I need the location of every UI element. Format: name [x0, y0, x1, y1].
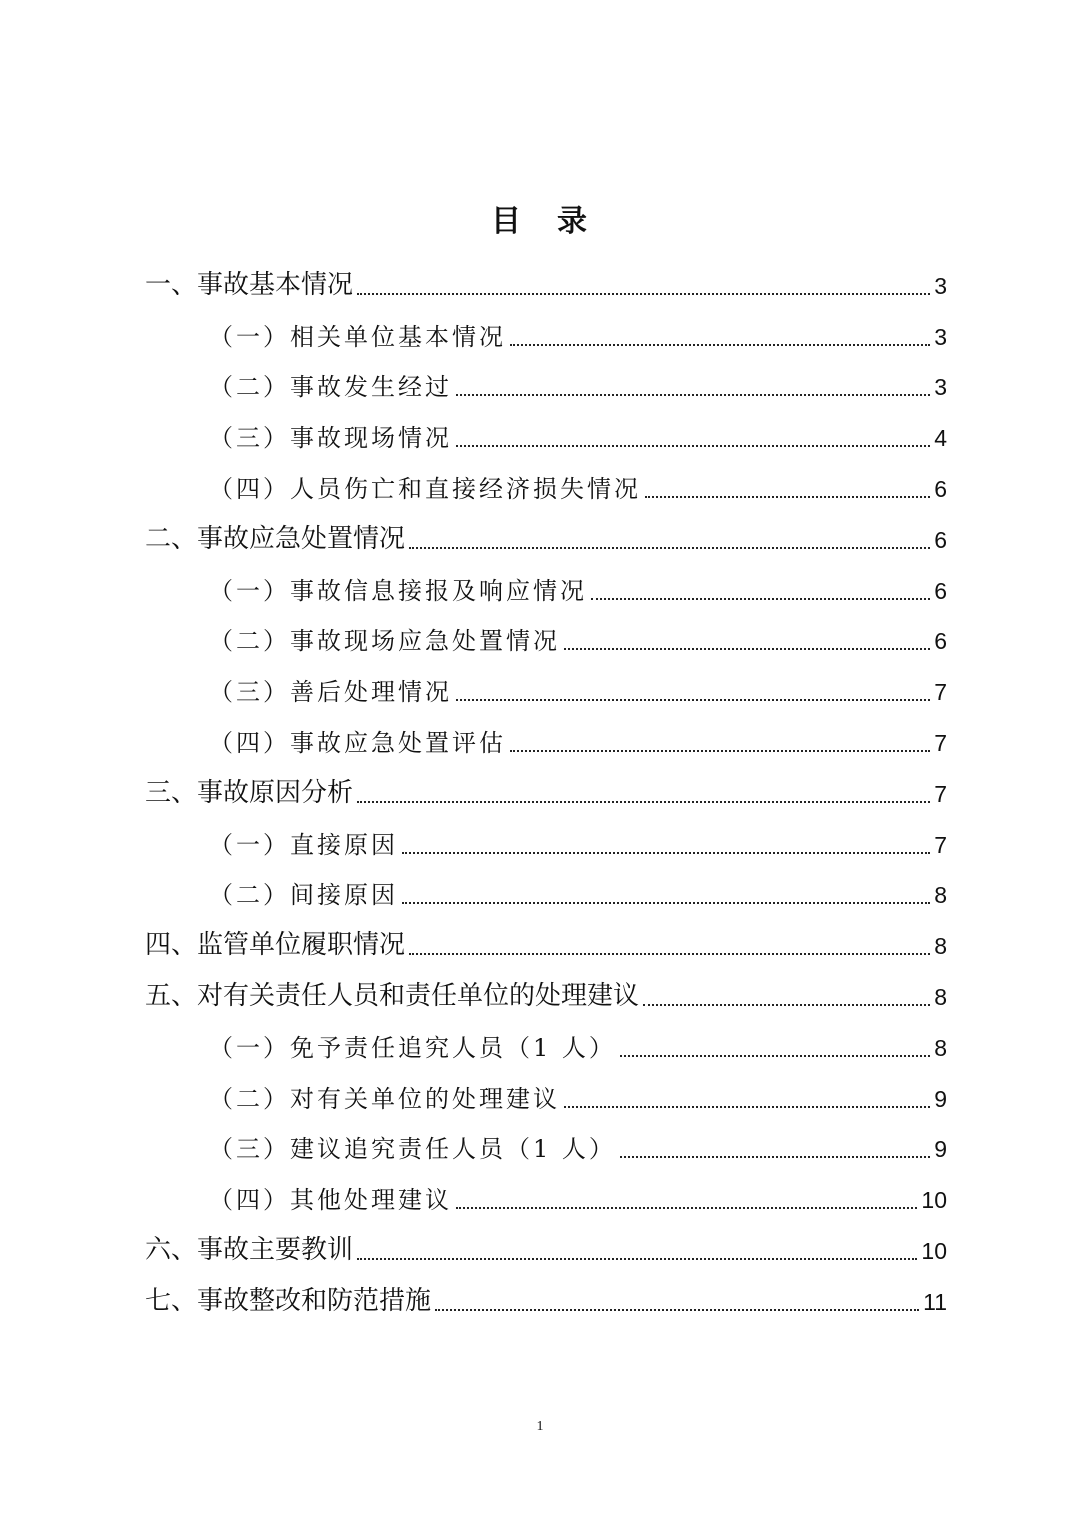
- toc-entry-page-number: 3: [934, 323, 947, 350]
- page-number: 1: [536, 1419, 544, 1434]
- toc-dot-leader: [456, 1207, 917, 1209]
- toc-entry-page-number: 4: [934, 425, 947, 452]
- toc-dot-leader: [564, 648, 930, 650]
- toc-dot-leader: [456, 699, 930, 701]
- toc-entry-page-number: 8: [934, 1034, 947, 1061]
- toc-dot-leader: [409, 953, 930, 955]
- toc-entry-title: （二）事故发生经过: [209, 373, 452, 402]
- toc-entry-section[interactable]: [145, 712, 947, 763]
- toc-entry-page-number: 6: [934, 577, 947, 604]
- toc-entry-section[interactable]: [145, 1169, 947, 1220]
- toc-dot-leader: [643, 1004, 930, 1006]
- toc-heading: [0, 196, 1080, 240]
- toc-entry-section[interactable]: [145, 814, 947, 865]
- toc-entry-title: （一）相关单位基本情况: [209, 322, 506, 351]
- toc-dot-leader: [510, 344, 930, 346]
- toc-entry-chapter[interactable]: [145, 915, 947, 966]
- toc-entry-section[interactable]: [145, 1068, 947, 1119]
- toc-entry-title: 七、事故整改和防范措施: [145, 1285, 432, 1316]
- toc-entry-section[interactable]: [145, 1017, 947, 1068]
- toc-entry-section[interactable]: [145, 611, 947, 662]
- toc-dot-leader: [591, 598, 930, 600]
- toc-entry-title: （四）人员伤亡和直接经济损失情况: [209, 474, 641, 503]
- toc-entry-title: 四、监管单位履职情况: [145, 930, 406, 961]
- toc-entry-page-number: 7: [934, 679, 947, 706]
- toc-entry-chapter[interactable]: [145, 1220, 947, 1271]
- toc-entry-section[interactable]: [145, 560, 947, 611]
- toc-entry-section[interactable]: [145, 865, 947, 916]
- toc-entry-title: （三）事故现场情况: [209, 424, 452, 453]
- toc-entry-page-number: 9: [934, 1136, 947, 1163]
- toc-entry-section[interactable]: [145, 357, 947, 408]
- toc-entry-title: 二、事故应急处置情况: [145, 523, 406, 554]
- toc-entry-title: 六、事故主要教训: [145, 1234, 354, 1265]
- toc-dot-leader: [357, 801, 930, 803]
- toc-entry-section[interactable]: [145, 458, 947, 509]
- toc-entry-title: （四）其他处理建议: [209, 1186, 452, 1215]
- toc-entry-title: （二）间接原因: [209, 881, 398, 910]
- toc-entry-title: 三、事故原因分析: [145, 777, 354, 808]
- toc-entry-page-number: 7: [934, 831, 947, 858]
- toc-entry-page-number: 7: [934, 729, 947, 756]
- toc-entry-chapter[interactable]: [145, 966, 947, 1017]
- toc-entry-title: （三）建议追究责任人员（1 人）: [209, 1135, 616, 1164]
- toc-entry-page-number: 8: [934, 882, 947, 909]
- toc-dot-leader: [357, 1258, 917, 1260]
- toc-dot-leader: [510, 750, 930, 752]
- toc-dot-leader: [409, 547, 930, 549]
- toc-entry-section[interactable]: [145, 407, 947, 458]
- toc-entry-page-number: 3: [934, 272, 947, 299]
- toc-entry-title: （三）善后处理情况: [209, 678, 452, 707]
- toc-entry-chapter[interactable]: [145, 255, 947, 306]
- table-of-contents: [145, 255, 947, 1322]
- toc-entry-page-number: 7: [934, 780, 947, 807]
- toc-entry-section[interactable]: [145, 661, 947, 712]
- toc-dot-leader: [645, 496, 930, 498]
- toc-entry-section[interactable]: [145, 1119, 947, 1170]
- toc-entry-page-number: 6: [934, 475, 947, 502]
- toc-dot-leader: [620, 1055, 930, 1057]
- toc-entry-section[interactable]: [145, 306, 947, 357]
- toc-heading-part2: 录: [557, 204, 589, 239]
- toc-entry-page-number: 10: [921, 1237, 947, 1264]
- toc-entry-chapter[interactable]: [145, 1271, 947, 1322]
- toc-entry-title: （四）事故应急处置评估: [209, 728, 506, 757]
- toc-entry-page-number: 8: [934, 933, 947, 960]
- toc-entry-chapter[interactable]: [145, 509, 947, 560]
- toc-dot-leader: [435, 1309, 919, 1311]
- toc-dot-leader: [456, 394, 930, 396]
- toc-entry-chapter[interactable]: [145, 763, 947, 814]
- toc-entry-title: 一、事故基本情况: [145, 269, 354, 300]
- toc-dot-leader: [402, 902, 930, 904]
- toc-entry-title: （一）免予责任追究人员（1 人）: [209, 1033, 616, 1062]
- toc-heading-part1: 目: [491, 204, 523, 239]
- toc-entry-page-number: 3: [934, 374, 947, 401]
- toc-entry-page-number: 10: [921, 1187, 947, 1214]
- toc-entry-title: （二）对有关单位的处理建议: [209, 1084, 560, 1113]
- toc-entry-title: （一）直接原因: [209, 830, 398, 859]
- toc-dot-leader: [357, 293, 930, 295]
- toc-entry-title: （二）事故现场应急处置情况: [209, 627, 560, 656]
- toc-dot-leader: [620, 1156, 930, 1158]
- toc-entry-title: 五、对有关责任人员和责任单位的处理建议: [145, 980, 640, 1011]
- toc-entry-page-number: 9: [934, 1085, 947, 1112]
- toc-dot-leader: [456, 445, 930, 447]
- toc-entry-page-number: 6: [934, 628, 947, 655]
- toc-entry-title: （一）事故信息接报及响应情况: [209, 576, 587, 605]
- toc-dot-leader: [402, 852, 930, 854]
- toc-dot-leader: [564, 1106, 930, 1108]
- toc-entry-page-number: 6: [934, 526, 947, 553]
- toc-entry-page-number: 11: [923, 1288, 947, 1315]
- toc-entry-page-number: 8: [934, 983, 947, 1010]
